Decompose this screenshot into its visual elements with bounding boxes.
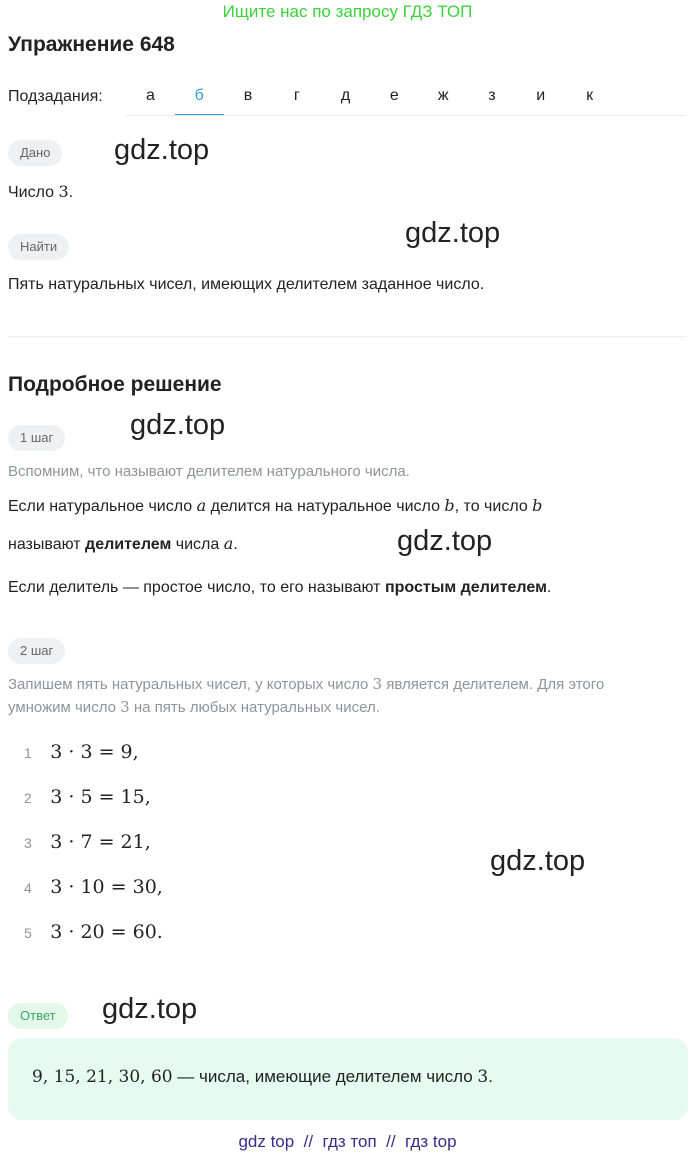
find-badge: Найти (8, 234, 69, 260)
solution-heading: Подробное решение (8, 373, 222, 396)
step1-definition-line2: называют делителем числа a. (8, 534, 238, 553)
section-divider (8, 336, 686, 337)
tab-e[interactable]: е (389, 87, 399, 104)
equation: 3 · 3 = 9, (50, 741, 139, 763)
equation: 3 · 20 = 60. (50, 921, 163, 943)
subtasks-label: Подзадания: (8, 88, 103, 105)
tab-g[interactable]: г (293, 87, 300, 104)
tab-z[interactable]: з (488, 87, 496, 104)
equation: 3 · 10 = 30, (50, 876, 163, 898)
tab-k[interactable]: к (586, 87, 594, 104)
equation-row (24, 741, 139, 763)
tab-d[interactable]: д (340, 87, 351, 104)
subtask-tabs (126, 78, 614, 116)
equation-number: 1 (24, 745, 32, 761)
tab-i[interactable]: и (536, 87, 546, 104)
equation-row (24, 831, 151, 853)
watermark: gdz.top (130, 409, 226, 441)
given-text: Число 3. (8, 182, 74, 201)
step2-badge: 2 шаг (8, 638, 65, 664)
equation-number: 5 (24, 925, 32, 941)
equation-number: 3 (24, 835, 32, 851)
tab-b[interactable]: б (175, 78, 224, 116)
step1-badge: 1 шаг (8, 425, 65, 451)
step1-prime-divisor: Если делитель — простое число, то его называют простым делителем. (8, 579, 552, 596)
answer-text: 9, 15, 21, 30, 60 — числа, имеющие делителем число 3. (32, 1067, 493, 1087)
equation-row (24, 786, 151, 808)
equation-number: 2 (24, 790, 32, 806)
promo-banner[interactable]: Ищите нас по запросу ГДЗ ТОП (222, 2, 473, 21)
watermark: gdz.top (490, 845, 586, 877)
step1-intro: Вспомним, что называют делителем натурального числа. (8, 463, 410, 480)
find-text: Пять натуральных чисел, имеющих делителем заданное число. (8, 276, 485, 293)
watermark: gdz.top (102, 993, 198, 1025)
given-badge: Дано (8, 140, 62, 166)
equation-row (24, 921, 163, 943)
watermark: gdz.top (114, 134, 210, 166)
equation-number: 4 (24, 880, 32, 896)
watermark: gdz.top (397, 525, 493, 557)
equation: 3 · 7 = 21, (50, 831, 151, 853)
step2-line1: Запишем пять натуральных чисел, у которых число 3 является делителем. Для этого (8, 675, 605, 693)
tab-a[interactable]: а (145, 87, 155, 104)
step1-definition-line1: Если натуральное число a делится на натуральное число b, то число b (8, 496, 543, 515)
answer-badge: Ответ (8, 1003, 68, 1029)
equation-row (24, 876, 163, 898)
equation: 3 · 5 = 15, (50, 786, 151, 808)
step2-line2: умножим число 3 на пять любых натуральных чисел. (8, 698, 380, 716)
tabs-underline (126, 115, 686, 116)
watermark: gdz.top (405, 217, 501, 249)
page-title: Упражнение 648 (8, 33, 175, 56)
footer-links[interactable]: gdz top // гдз топ // гдз top (238, 1132, 457, 1151)
tab-v[interactable]: в (243, 87, 253, 104)
tab-zh[interactable]: ж (437, 87, 449, 104)
